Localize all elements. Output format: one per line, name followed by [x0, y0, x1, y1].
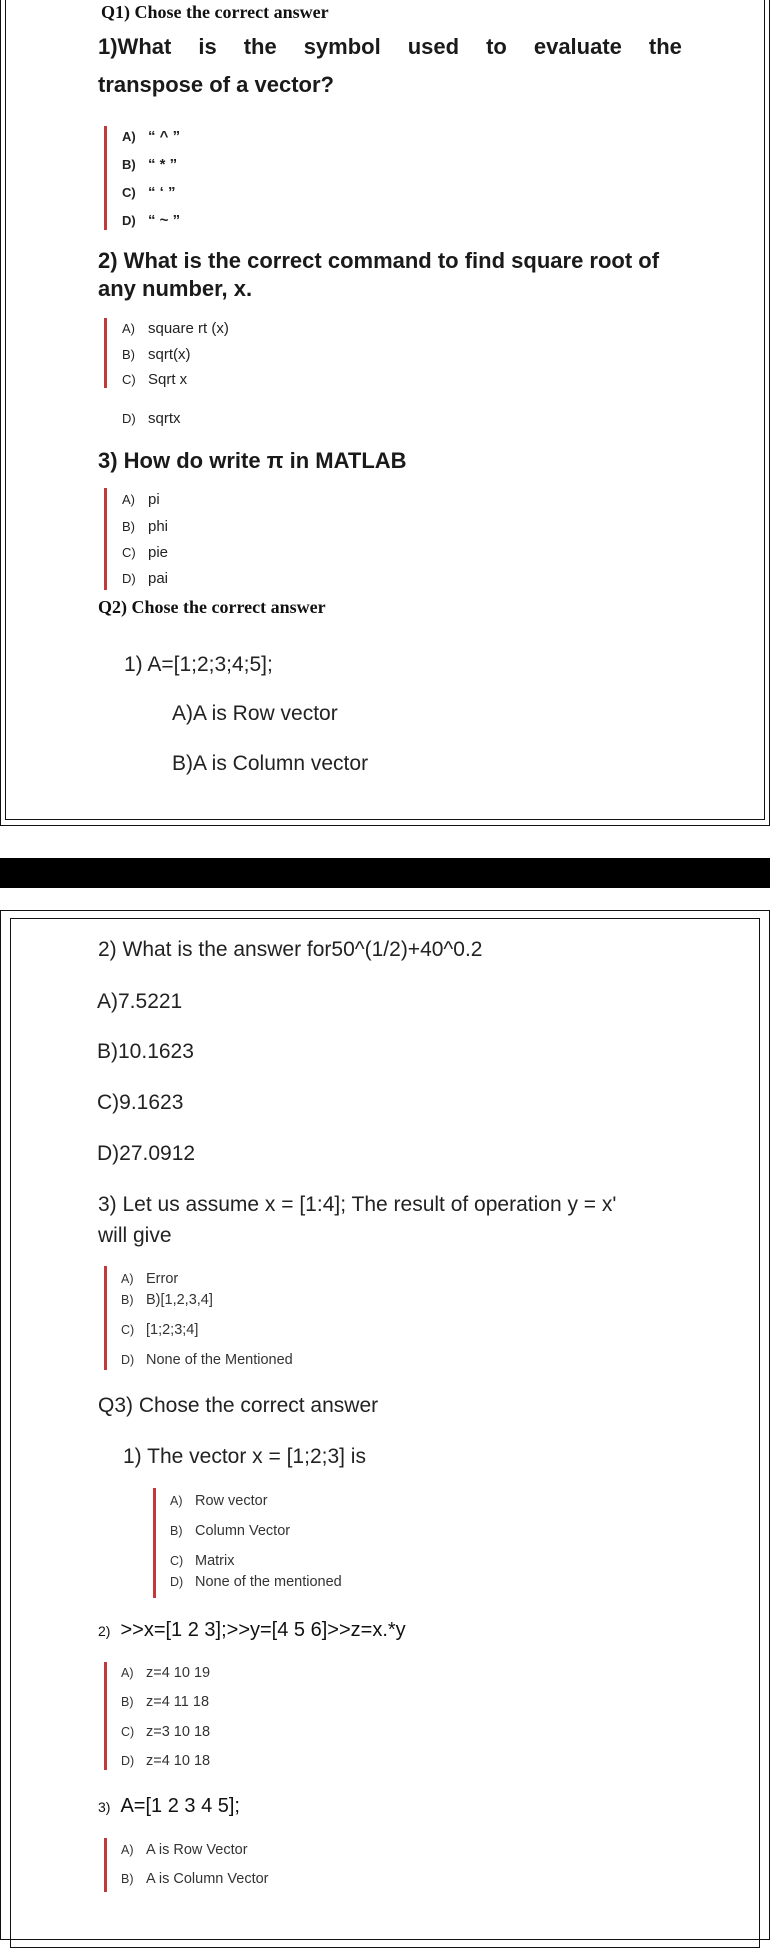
q1-1-question-line1: [98, 34, 682, 60]
option-text: A is Row Vector: [146, 1842, 248, 1858]
option-letter: D): [170, 1575, 184, 1589]
option-b[interactable]: [122, 156, 177, 173]
word: the: [648, 34, 682, 59]
option-letter: B): [170, 1524, 183, 1538]
q1-3-question: 3) How do write π in MATLAB: [98, 448, 407, 473]
option-letter: D): [121, 1754, 135, 1768]
option-letter: C): [170, 1554, 184, 1568]
option-text: None of the mentioned: [195, 1574, 342, 1590]
option-c[interactable]: [170, 1553, 234, 1569]
q2-1-option-b[interactable]: B)A is Column vector: [172, 752, 369, 775]
option-text: Error: [146, 1271, 179, 1287]
option-letter: C): [121, 1725, 135, 1739]
q3-2-question: [98, 1619, 406, 1642]
option-text: z=4 10 18: [146, 1753, 211, 1769]
option-text: B)[1,2,3,4]: [146, 1292, 213, 1308]
option-text: z=4 10 19: [146, 1665, 211, 1681]
option-b[interactable]: [122, 346, 191, 363]
q1-2-question-line2: any number, x.: [98, 276, 253, 301]
option-bar: [104, 126, 107, 230]
option-bar: [153, 1488, 156, 1598]
option-text: “ ‘ ”: [148, 184, 176, 201]
option-a[interactable]: [121, 1842, 248, 1858]
option-bar: [104, 1838, 107, 1892]
page-separator: [0, 858, 770, 888]
word: 1)What: [98, 34, 172, 59]
q2-3-question-line1: 3) Let us assume x = [1:4]; The result of operation y = x': [98, 1193, 617, 1216]
option-text: [1;2;3;4]: [146, 1322, 199, 1338]
option-text: “ * ”: [148, 156, 178, 173]
option-bar: [104, 488, 107, 590]
option-b[interactable]: [122, 518, 168, 535]
option-c[interactable]: [121, 1322, 198, 1338]
option-c[interactable]: [122, 544, 168, 561]
option-text: z=3 10 18: [146, 1724, 211, 1740]
option-letter: A): [121, 1666, 134, 1680]
option-letter: C): [122, 372, 136, 387]
option-d[interactable]: [170, 1574, 342, 1590]
q2-2-option-d[interactable]: D)27.0912: [97, 1142, 196, 1165]
option-d[interactable]: [121, 1352, 293, 1368]
q2-heading: Q2) Chose the correct answer: [98, 597, 326, 617]
option-letter: B): [121, 1872, 134, 1886]
q3-heading: Q3) Chose the correct answer: [98, 1394, 379, 1417]
option-letter: C): [122, 545, 136, 560]
page1-frame-inner: [5, 0, 765, 820]
q2-3-question-line2: will give: [98, 1224, 172, 1247]
option-c[interactable]: [122, 371, 187, 388]
q1-1-question-line2: transpose of a vector?: [98, 72, 334, 97]
option-a[interactable]: [170, 1493, 268, 1509]
option-c[interactable]: [122, 184, 176, 201]
option-text: sqrt(x): [148, 346, 191, 363]
option-a[interactable]: [122, 491, 160, 508]
option-text: Matrix: [195, 1553, 235, 1569]
question-text: A=[1 2 3 4 5];: [120, 1795, 240, 1817]
q3-1-question: 1) The vector x = [1;2;3] is: [123, 1445, 366, 1468]
option-b[interactable]: [170, 1523, 290, 1539]
option-letter: B): [122, 157, 136, 172]
option-bar: [104, 1662, 107, 1770]
option-letter: B): [121, 1293, 134, 1307]
option-a[interactable]: [121, 1665, 210, 1681]
option-a[interactable]: [122, 128, 180, 145]
q2-2-option-b[interactable]: B)10.1623: [97, 1040, 194, 1063]
option-letter: B): [122, 519, 135, 534]
q2-1-option-a[interactable]: A)A is Row vector: [172, 702, 338, 725]
option-d[interactable]: [122, 212, 180, 229]
option-d[interactable]: [121, 1753, 210, 1769]
option-text: “ ~ ”: [148, 212, 181, 229]
q2-2-question: 2) What is the answer for50^(1/2)+40^0.2: [98, 938, 483, 961]
question-text: >>x=[1 2 3];>>y=[4 5 6]>>z=x.*y: [120, 1619, 406, 1641]
word: to: [486, 34, 507, 59]
option-text: Row vector: [195, 1493, 268, 1509]
option-letter: D): [122, 411, 136, 426]
option-letter: A): [170, 1494, 183, 1508]
page2-frame-inner: [10, 918, 760, 1948]
option-c[interactable]: [121, 1724, 210, 1740]
option-text: Sqrt x: [148, 371, 188, 388]
q1-heading: Q1) Chose the correct answer: [101, 2, 329, 22]
option-letter: D): [122, 571, 136, 586]
option-letter: B): [122, 347, 135, 362]
option-bar: [104, 318, 107, 388]
option-text: pi: [148, 491, 160, 508]
word: used: [407, 34, 460, 59]
option-text: pai: [148, 570, 169, 587]
option-text: “ ^ ”: [148, 128, 181, 145]
option-letter: A): [122, 129, 136, 144]
option-a[interactable]: [122, 320, 229, 337]
option-letter: A): [121, 1843, 134, 1857]
option-text: z=4 11 18: [146, 1694, 210, 1710]
q2-1-question: 1) A=[1;2;3;4;5];: [124, 653, 273, 676]
question-number: 2): [98, 1623, 111, 1639]
q2-2-option-c[interactable]: C)9.1623: [97, 1091, 184, 1114]
option-d[interactable]: [122, 410, 181, 427]
option-b[interactable]: [121, 1694, 209, 1710]
option-letter: A): [122, 321, 135, 336]
option-letter: C): [121, 1323, 135, 1337]
option-text: square rt (x): [148, 320, 229, 337]
option-letter: B): [121, 1695, 134, 1709]
word: the: [243, 34, 277, 59]
q2-2-option-a[interactable]: A)7.5221: [97, 990, 183, 1013]
option-a[interactable]: [121, 1271, 178, 1287]
option-d[interactable]: [122, 570, 168, 587]
option-bar: [104, 1266, 107, 1370]
word: is: [198, 34, 217, 59]
q1-2-question-line1: 2) What is the correct command to find square root of: [98, 248, 660, 273]
option-text: sqrtx: [148, 410, 181, 427]
option-text: Column Vector: [195, 1523, 291, 1539]
option-text: phi: [148, 518, 169, 535]
option-b[interactable]: [121, 1292, 213, 1308]
option-letter: A): [121, 1272, 134, 1286]
option-text: None of the Mentioned: [146, 1352, 293, 1368]
word: evaluate: [533, 34, 622, 59]
option-b[interactable]: [121, 1871, 269, 1887]
option-letter: A): [122, 492, 135, 507]
option-letter: D): [122, 213, 136, 228]
option-text: pie: [148, 544, 169, 561]
option-text: A is Column Vector: [146, 1871, 269, 1887]
option-letter: C): [122, 185, 136, 200]
word: symbol: [303, 34, 381, 59]
option-letter: D): [121, 1353, 135, 1367]
q3-3-question: [98, 1795, 240, 1818]
question-number: 3): [98, 1799, 111, 1815]
